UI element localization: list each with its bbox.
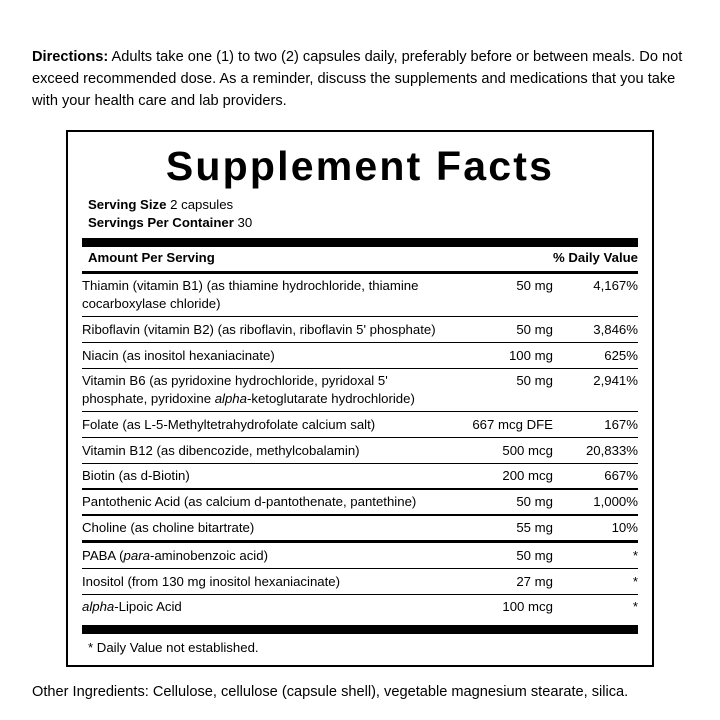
- nutrient-dv: 1,000%: [593, 494, 638, 510]
- nutrient-dv: 625%: [604, 347, 638, 363]
- table-row: [82, 543, 638, 568]
- nutrient-dv: 10%: [611, 520, 638, 536]
- table-row: [82, 412, 638, 437]
- table-row: [82, 438, 638, 463]
- nutrient-dv: *: [632, 573, 638, 589]
- nutrient-name: alpha-Lipoic Acid: [82, 599, 182, 615]
- nutrient-name: Inositol (from 130 mg inositol hexaniacinate): [82, 573, 341, 589]
- table-row: [82, 516, 638, 541]
- nutrient-amount: 55 mg: [516, 520, 553, 536]
- table-row: [82, 274, 638, 316]
- nutrient-name: Riboflavin (vitamin B2) (as riboflavin, riboflavin 5' phosphate): [82, 321, 436, 337]
- servings-per-container-line: [82, 214, 638, 232]
- nutrient-dv: 20,833%: [585, 442, 638, 458]
- table-row: [82, 569, 638, 594]
- servings-per-container-label: Servings Per Container: [88, 215, 234, 230]
- nutrient-dv: *: [632, 599, 638, 615]
- table-row: [82, 464, 638, 489]
- nutrition-table: [82, 247, 638, 619]
- nutrient-amount: 27 mg: [516, 573, 553, 589]
- nutrient-dv: 3,846%: [593, 321, 638, 337]
- nutrient-amount: 50 mg: [516, 547, 553, 563]
- table-row: [82, 595, 638, 620]
- nutrient-amount: 667 mcg DFE: [472, 416, 553, 432]
- serving-size-line: [82, 196, 638, 214]
- directions-label: Directions:: [32, 49, 109, 65]
- nutrient-amount: 50 mg: [516, 494, 553, 510]
- nutrient-name: PABA (para-aminobenzoic acid): [82, 547, 268, 563]
- nutrition-table-body: [82, 247, 638, 619]
- table-row: [82, 343, 638, 368]
- directions-paragraph: [32, 46, 688, 113]
- nutrient-dv: 2,941%: [593, 373, 638, 389]
- nutrient-amount: 50 mg: [516, 321, 553, 337]
- serving-size-value: 2 capsules: [170, 196, 234, 212]
- table-row: [82, 369, 638, 411]
- supplement-facts-panel: [66, 130, 654, 668]
- nutrient-dv: 4,167%: [593, 278, 638, 294]
- amount-column-spacer: [445, 247, 553, 271]
- nutrient-name: Pantothenic Acid (as calcium d-pantothenate, pantethine): [82, 494, 417, 510]
- nutrient-dv: 667%: [604, 468, 638, 484]
- nutrient-name: Vitamin B6 (as pyridoxine hydrochloride, pyridoxal 5' phosphate, pyridoxine alpha-ketoglutarate hydrochloride): [82, 373, 415, 406]
- table-row: [82, 490, 638, 515]
- table-row: [82, 317, 638, 342]
- supplement-facts-title: Supplement Facts: [165, 142, 555, 189]
- nutrient-amount: 100 mcg: [502, 599, 553, 615]
- nutrient-amount: 100 mg: [508, 347, 553, 363]
- daily-value-footnote: * Daily Value not established.: [88, 640, 259, 656]
- divider-thick-top: [82, 238, 638, 247]
- nutrient-amount: 50 mg: [516, 278, 553, 294]
- nutrient-dv: *: [632, 547, 638, 563]
- divider-thick-bottom: [82, 625, 638, 634]
- nutrient-amount: 500 mcg: [502, 442, 553, 458]
- nutrient-amount: 50 mg: [516, 373, 553, 389]
- serving-size-label: Serving Size: [88, 196, 167, 212]
- nutrient-name: Niacin (as inositol hexaniacinate): [82, 347, 275, 363]
- servings-per-container-value: 30: [237, 215, 253, 230]
- nutrient-name: Folate (as L-5-Methyltetrahydrofolate calcium salt): [82, 416, 376, 432]
- directions-text: Adults take one (1) to two (2) capsules daily, preferably before or between meals. Do not exceed recommended dose. As a reminder, discuss the supplements and medications that you take with your health care and lab providers.: [32, 49, 683, 110]
- amount-per-serving-header: Amount Per Serving: [88, 250, 215, 266]
- nutrient-name: Choline (as choline bitartrate): [82, 520, 255, 536]
- nutrient-amount: 200 mcg: [502, 468, 553, 484]
- table-header-row: [82, 247, 638, 271]
- nutrient-name: Thiamin (vitamin B1) (as thiamine hydrochloride, thiamine cocarboxylase chloride): [82, 278, 419, 311]
- nutrient-name: Biotin (as d-Biotin): [82, 468, 190, 484]
- nutrient-name: Vitamin B12 (as dibencozide, methylcobalamin): [82, 442, 360, 458]
- other-ingredients: Other Ingredients: Cellulose, cellulose (capsule shell), vegetable magnesium stearate, silica.: [32, 684, 629, 701]
- nutrient-dv: 167%: [604, 416, 638, 432]
- daily-value-header: % Daily Value: [552, 250, 638, 266]
